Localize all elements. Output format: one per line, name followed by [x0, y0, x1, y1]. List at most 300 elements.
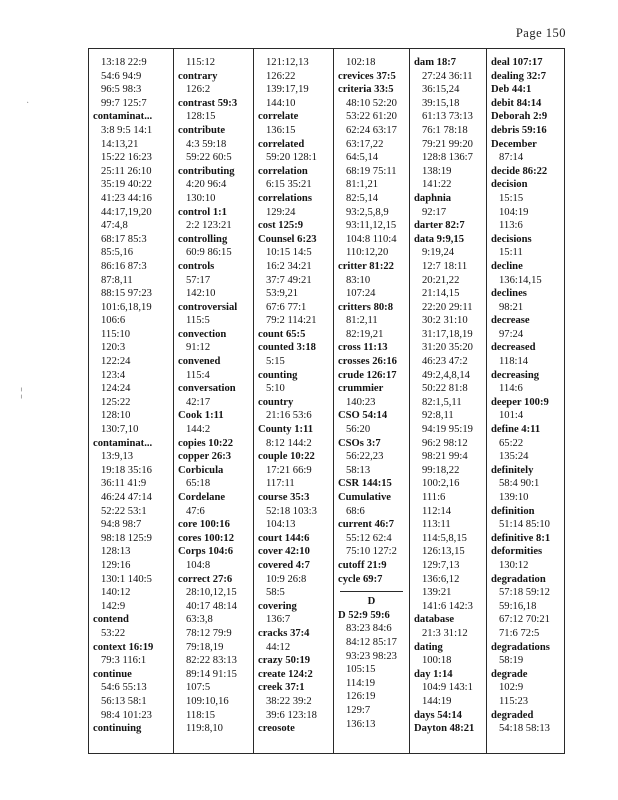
page-reference: 98:21 99:4: [422, 451, 468, 463]
page-reference: 65:22: [499, 437, 524, 449]
page-number-label: Page 150: [515, 26, 566, 40]
index-term: critter 81:22: [338, 260, 394, 272]
page-reference: 126:22: [266, 70, 296, 82]
page-reference: 96:2 98:12: [422, 437, 468, 449]
page-reference: 16:2 34:21: [266, 260, 312, 272]
index-term: Cordelane: [178, 492, 226, 503]
index-term: CSO 54:14: [338, 410, 388, 422]
page-reference: 142:10: [186, 288, 216, 300]
page-reference: 115:4: [186, 369, 210, 381]
page-reference: 15:15: [499, 192, 524, 204]
page-reference: 130:7,10: [101, 424, 139, 436]
index-term: darter 82:7: [414, 220, 465, 232]
page-reference: 136:14,15: [499, 274, 542, 286]
page-reference: 118:15: [186, 709, 216, 721]
page-reference: 68:6: [346, 505, 365, 517]
index-term: count 65:5: [258, 328, 306, 340]
index-term: decide 86:22: [491, 165, 548, 177]
page-reference: 93:23 98:23: [346, 650, 397, 662]
page-reference: 19:18 35:16: [101, 464, 152, 476]
page-reference: 17:21 66:9: [266, 464, 312, 476]
index-term: D 52:9 59:6: [338, 609, 390, 621]
page-reference: 115:10: [101, 328, 131, 340]
page-reference: 67:12 70:21: [499, 614, 550, 626]
index-term: crazy 50:19: [258, 655, 311, 667]
page-reference: 75:10 127:2: [346, 546, 397, 558]
page-reference: 84:12 85:17: [346, 636, 397, 648]
page-reference: 15:11: [499, 247, 523, 259]
page-reference: 50:22 81:8: [422, 383, 468, 395]
page-reference: 107:24: [346, 288, 376, 300]
index-term: copies 10:22: [178, 437, 234, 449]
index-term: deformities: [491, 546, 543, 558]
index-term: cores 100:12: [178, 532, 234, 544]
page-reference: 82:22 83:13: [186, 655, 237, 667]
index-term: correct 27:6: [178, 573, 233, 585]
page-reference: 89:14 91:15: [186, 668, 237, 680]
page-reference: 5:10: [266, 383, 285, 395]
page-reference: 5:15: [266, 356, 285, 368]
page-reference: 58:4 90:1: [499, 478, 540, 490]
page-reference: 20:21,22: [422, 274, 460, 286]
index-term: definition: [491, 505, 535, 517]
page-reference: 93:11,12,15: [346, 220, 397, 232]
index-term: CSOs 3:7: [338, 437, 381, 449]
page-reference: 128:10: [101, 410, 131, 422]
page-reference: 126:2: [186, 84, 211, 96]
page-reference: 79:21 99:20: [422, 138, 473, 150]
page-reference: 136:15: [266, 124, 296, 136]
page-reference: 142:9: [101, 600, 126, 612]
index-term: CSR 144:15: [338, 478, 392, 490]
page-reference: 56:13 58:1: [101, 695, 147, 707]
page-reference: 27:24 36:11: [422, 70, 473, 82]
page-reference: 9:19,24: [422, 247, 455, 259]
index-term: correlated: [258, 138, 305, 150]
index-term: create 124:2: [258, 668, 313, 680]
page-reference: 92:8,11: [422, 410, 454, 422]
index-term: contrast 59:3: [178, 97, 238, 109]
page-reference: 94:19 95:19: [422, 424, 473, 436]
page-reference: 136:6,12: [422, 573, 460, 585]
index-term: counting: [258, 369, 298, 381]
page-reference: 4:3 59:18: [186, 138, 227, 150]
page-reference: 138:19: [422, 165, 452, 177]
page-reference: 36:11 41:9: [101, 478, 147, 490]
index-term: crevices 37:5: [338, 70, 396, 82]
index-term: deal 107:17: [491, 57, 543, 68]
index-term: contaminat...: [93, 111, 153, 123]
index-term: court 144:6: [258, 532, 310, 544]
page-reference: 94:8 98:7: [101, 519, 142, 531]
page-reference: 59:22 60:5: [186, 152, 232, 164]
page-reference: 99:7 125:7: [101, 97, 147, 109]
page-reference: 21:3 31:12: [422, 627, 468, 639]
page-reference: 139:10: [499, 492, 529, 503]
page-reference: 140:23: [346, 396, 376, 408]
index-term: convened: [178, 356, 221, 368]
page-reference: 98:21: [499, 301, 524, 313]
page-reference: 106:6: [101, 315, 126, 327]
index-term: context 16:19: [93, 641, 154, 653]
page-reference: 83:23 84:6: [346, 623, 392, 635]
index-term: correlate: [258, 111, 299, 123]
page-reference: 119:8,10: [186, 723, 223, 735]
index-term: covering: [258, 600, 297, 612]
page-reference: 123:4: [101, 369, 126, 381]
page-reference: 82:1,5,11: [422, 396, 462, 408]
page-reference: 47:4,8: [101, 220, 128, 232]
page-reference: 129:7: [346, 704, 371, 716]
index-term: conversation: [178, 383, 236, 395]
page-reference: 44:17,19,20: [101, 206, 152, 218]
page-reference: 28:10,12,15: [186, 587, 237, 599]
page-reference: 59:16,18: [499, 600, 537, 612]
index-term: creek 37:1: [258, 682, 305, 694]
page-reference: 126:19: [346, 691, 376, 703]
index-term: dam 18:7: [414, 57, 457, 68]
page-reference: 125:22: [101, 396, 131, 408]
page-reference: 129:24: [266, 206, 296, 218]
index-term: control 1:1: [178, 206, 227, 218]
page-reference: 85:5,16: [101, 247, 134, 259]
page-reference: 129:7,13: [422, 559, 460, 571]
page-reference: 104:8: [186, 559, 211, 571]
index-term: critters 80:8: [338, 301, 393, 313]
index-term: decreased: [491, 342, 536, 354]
index-term: course 35:3: [258, 492, 310, 503]
page-reference: 88:15 97:23: [101, 288, 152, 300]
page-reference: 68:17 85:3: [101, 233, 147, 245]
index-term: dating: [414, 641, 443, 653]
page-reference: 10:15 14:5: [266, 247, 312, 259]
page-reference: 109:10,16: [186, 695, 229, 707]
page-reference: 100:2,16: [422, 478, 460, 490]
index-term: continuing: [93, 723, 142, 735]
page-reference: 128:13: [101, 546, 131, 558]
index-term: cross 11:13: [338, 342, 388, 354]
page-reference: 13:18 22:9: [101, 57, 147, 68]
page-reference: 114:5,8,15: [422, 532, 467, 544]
page-reference: 57:18 59:12: [499, 587, 550, 599]
page-reference: 102:9: [499, 682, 524, 694]
index-term: December: [491, 138, 537, 150]
page-reference: 141:22: [422, 179, 452, 191]
page-reference: 15:22 16:23: [101, 152, 152, 164]
page-reference: 79:2 114:21: [266, 315, 317, 327]
index-term: decline: [491, 260, 523, 272]
scan-mark: ¦: [20, 384, 23, 399]
page-reference: 86:16 87:3: [101, 260, 147, 272]
index-term: degradations: [491, 641, 550, 653]
page-reference: 102:18: [346, 57, 376, 68]
page-reference: 78:12 79:9: [186, 627, 232, 639]
page-reference: 56:20: [346, 424, 371, 436]
index-term: debris 59:16: [491, 124, 547, 136]
index-term: cracks 37:4: [258, 627, 310, 639]
page-reference: 51:14 85:10: [499, 519, 550, 531]
page-reference: 130:10: [186, 192, 216, 204]
page-reference: 128:15: [186, 111, 216, 123]
index-term: Cumulative: [338, 492, 391, 503]
index-term: Cook 1:11: [178, 410, 224, 422]
index-term: degraded: [491, 709, 534, 721]
index-term: decisions: [491, 233, 532, 245]
index-term: decision: [491, 179, 528, 191]
page-reference: 36:15,24: [422, 84, 460, 96]
index-term: correlation: [258, 165, 308, 177]
page-reference: 63:17,22: [346, 138, 384, 150]
index-column-6: [486, 49, 566, 753]
page-reference: 98:4 101:23: [101, 709, 152, 721]
index-term: crummier: [338, 383, 384, 395]
page-reference: 54:6 55:13: [101, 682, 147, 694]
page-reference: 4:20 96:4: [186, 179, 227, 191]
page-reference: 87:14: [499, 152, 524, 164]
index-term: convection: [178, 328, 227, 340]
page-reference: 6:15 35:21: [266, 179, 312, 191]
page-reference: 97:24: [499, 328, 524, 340]
page-reference: 101:4: [499, 410, 524, 422]
page-reference: 118:14: [499, 356, 529, 368]
index-term: data 9:9,15: [414, 233, 465, 245]
index-term: day 1:14: [414, 668, 453, 680]
page-reference: 76:1 78:18: [422, 124, 468, 136]
page-reference: 25:11 26:10: [101, 165, 152, 177]
page-reference: 105:15: [346, 664, 376, 676]
page-reference: 136:7: [266, 614, 291, 626]
page-reference: 104:9 143:1: [422, 682, 473, 694]
page-reference: 62:24 63:17: [346, 124, 397, 136]
page-reference: 3:8 9:5 14:1: [101, 124, 153, 136]
page-reference: 46:23 47:2: [422, 356, 468, 368]
page-reference: 59:20 128:1: [266, 152, 317, 164]
page-reference: 124:24: [101, 383, 131, 395]
page-reference: 126:13,15: [422, 546, 465, 558]
index-term: dealing 32:7: [491, 70, 547, 82]
index-term: cover 42:10: [258, 546, 310, 558]
page-reference: 54:18 58:13: [499, 723, 550, 735]
page-reference: 68:19 75:11: [346, 165, 397, 177]
index-term: core 100:16: [178, 519, 230, 531]
index-column-3: [253, 49, 333, 753]
page-reference: 82:5,14: [346, 192, 379, 204]
page-reference: 55:12 62:4: [346, 532, 392, 544]
page-reference: 21:14,15: [422, 288, 460, 300]
page-reference: 58:13: [346, 464, 371, 476]
index-term: criteria 33:5: [338, 84, 394, 96]
page-reference: 93:2,5,8,9: [346, 206, 389, 218]
page-reference: 63:3,8: [186, 614, 213, 626]
index-column-2: [173, 49, 253, 753]
index-term: define 4:11: [491, 424, 541, 436]
index-term: debit 84:14: [491, 97, 542, 109]
page-reference: 91:12: [186, 342, 211, 354]
page-reference: 22:20 29:11: [422, 301, 473, 313]
index-term: definitive 8:1: [491, 532, 551, 544]
page-reference: 107:5: [186, 682, 211, 694]
page-reference: 135:24: [499, 451, 529, 463]
index-column-5: [409, 49, 486, 753]
index-term: Deb 44:1: [491, 84, 532, 96]
page-reference: 52:22 53:1: [101, 505, 147, 517]
index-term: cycle 69:7: [338, 573, 383, 585]
page-reference: 121:12,13: [266, 57, 309, 68]
page-reference: 110:12,20: [346, 247, 389, 259]
index-term: contributing: [178, 165, 235, 177]
page-reference: 21:16 53:6: [266, 410, 312, 422]
page-reference: 130:12: [499, 559, 529, 571]
page-reference: 141:6 142:3: [422, 600, 473, 612]
page-reference: 60:9 86:15: [186, 247, 232, 259]
page-reference: 58:19: [499, 655, 524, 667]
page-reference: 35:19 40:22: [101, 179, 152, 191]
page-reference: 114:19: [346, 677, 376, 689]
page-reference: 56:22,23: [346, 451, 384, 463]
page-reference: 65:18: [186, 478, 211, 490]
page-reference: 79:18,19: [186, 641, 224, 653]
index-term: counted 3:18: [258, 342, 316, 354]
index-term: degrade: [491, 668, 528, 680]
page-reference: 130:1 140:5: [101, 573, 152, 585]
page-reference: 83:10: [346, 274, 371, 286]
index-term: degradation: [491, 573, 546, 585]
page-reference: 104:19: [499, 206, 529, 218]
page-reference: 12:7 18:11: [422, 260, 468, 272]
page-reference: 99:18,22: [422, 464, 460, 476]
page-reference: 30:2 31:10: [422, 315, 468, 327]
page-reference: 92:17: [422, 206, 447, 218]
word-index-table: [88, 48, 565, 754]
page-reference: 48:10 52:20: [346, 97, 397, 109]
index-term: County 1:11: [258, 424, 314, 436]
scan-speck: ·: [26, 98, 30, 109]
page-reference: 53:22: [101, 627, 126, 639]
page-reference: 10:9 26:8: [266, 573, 307, 585]
page-reference: 81:1,21: [346, 179, 379, 191]
page-reference: 81:2,11: [346, 315, 378, 327]
index-term: continue: [93, 668, 132, 680]
index-term: cost 125:9: [258, 220, 304, 232]
index-term: contend: [93, 614, 129, 626]
page-reference: 82:19,21: [346, 328, 384, 340]
page-reference: 67:6 77:1: [266, 301, 307, 313]
page-reference: 113:6: [499, 220, 523, 232]
index-column-4: [333, 49, 409, 753]
section-divider: [340, 591, 403, 592]
page-reference: 46:24 47:14: [101, 492, 152, 503]
page-reference: 52:18 103:3: [266, 505, 317, 517]
index-term: copper 26:3: [178, 451, 232, 463]
page-reference: 53:22 61:20: [346, 111, 397, 123]
index-term: daphnia: [414, 192, 452, 204]
page-reference: 47:6: [186, 505, 205, 517]
index-term: definitely: [491, 464, 534, 476]
index-term: Counsel 6:23: [258, 233, 317, 245]
page-reference: 53:9,21: [266, 288, 299, 300]
page-reference: 98:18 125:9: [101, 532, 152, 544]
index-term: decrease: [491, 315, 530, 327]
page-reference: 120:3: [101, 342, 126, 354]
page-reference: 144:10: [266, 97, 296, 109]
page-reference: 38:22 39:2: [266, 695, 312, 707]
index-term: contribute: [178, 124, 226, 136]
index-term: crosses 26:16: [338, 356, 397, 368]
index-term: current 46:7: [338, 519, 394, 531]
index-term: controls: [178, 260, 215, 272]
page-reference: 58:5: [266, 587, 285, 599]
page-reference: 31:17,18,19: [422, 328, 473, 340]
index-term: cutoff 21:9: [338, 559, 387, 571]
page-reference: 31:20 35:20: [422, 342, 473, 354]
page-reference: 113:11: [422, 519, 451, 531]
index-term: days 54:14: [414, 709, 462, 721]
page-reference: 42:17: [186, 396, 211, 408]
index-term: Deborah 2:9: [491, 111, 548, 123]
index-term: country: [258, 396, 294, 408]
page-reference: 39:6 123:18: [266, 709, 317, 721]
page-reference: 136:13: [346, 718, 376, 730]
page-reference: 128:8 136:7: [422, 152, 473, 164]
index-term: correlations: [258, 192, 312, 204]
page-reference: 40:17 48:14: [186, 600, 237, 612]
index-term: covered 4:7: [258, 559, 310, 571]
index-term: contaminat...: [93, 437, 153, 449]
page-reference: 8:12 144:2: [266, 437, 312, 449]
page-reference: 114:6: [499, 383, 523, 395]
page-reference: 140:12: [101, 587, 131, 599]
section-letter: D: [367, 596, 376, 608]
index-term: declines: [491, 288, 527, 300]
page-reference: 129:16: [101, 559, 131, 571]
page-reference: 122:24: [101, 356, 131, 368]
page-reference: 54:6 94:9: [101, 70, 142, 82]
page-reference: 101:6,18,19: [101, 301, 152, 313]
index-term: couple 10:22: [258, 451, 315, 463]
page-reference: 87:8,11: [101, 274, 133, 286]
page-reference: 61:13 73:13: [422, 111, 473, 123]
page-reference: 14:13,21: [101, 138, 139, 150]
page-reference: 100:18: [422, 655, 452, 667]
page-reference: 64:5,14: [346, 152, 379, 164]
index-column-1: [89, 49, 173, 753]
index-term: contrary: [178, 70, 218, 82]
page-reference: 39:15,18: [422, 97, 460, 109]
page-reference: 139:21: [422, 587, 452, 599]
page-reference: 44:12: [266, 641, 291, 653]
page-reference: 144:2: [186, 424, 211, 436]
page-reference: 115:23: [499, 695, 529, 707]
page-reference: 111:6: [422, 492, 446, 503]
page-reference: 13:9,13: [101, 451, 134, 463]
page-reference: 139:17,19: [266, 84, 309, 96]
index-term: decreasing: [491, 369, 540, 381]
index-term: Dayton 48:21: [414, 723, 475, 735]
page-reference: 115:12: [186, 57, 216, 68]
page-reference: 96:5 98:3: [101, 84, 142, 96]
page-reference: 104:8 110:4: [346, 233, 397, 245]
page-reference: 144:19: [422, 695, 452, 707]
page-reference: 117:11: [266, 478, 295, 490]
index-term: controlling: [178, 233, 228, 245]
page-reference: 104:13: [266, 519, 296, 531]
index-term: controversial: [178, 301, 238, 313]
index-term: Corbicula: [178, 464, 224, 476]
page-reference: 49:2,4,8,14: [422, 369, 470, 381]
index-term: deeper 100:9: [491, 396, 549, 408]
page-reference: 2:2 123:21: [186, 220, 232, 232]
page-reference: 71:6 72:5: [499, 627, 540, 639]
